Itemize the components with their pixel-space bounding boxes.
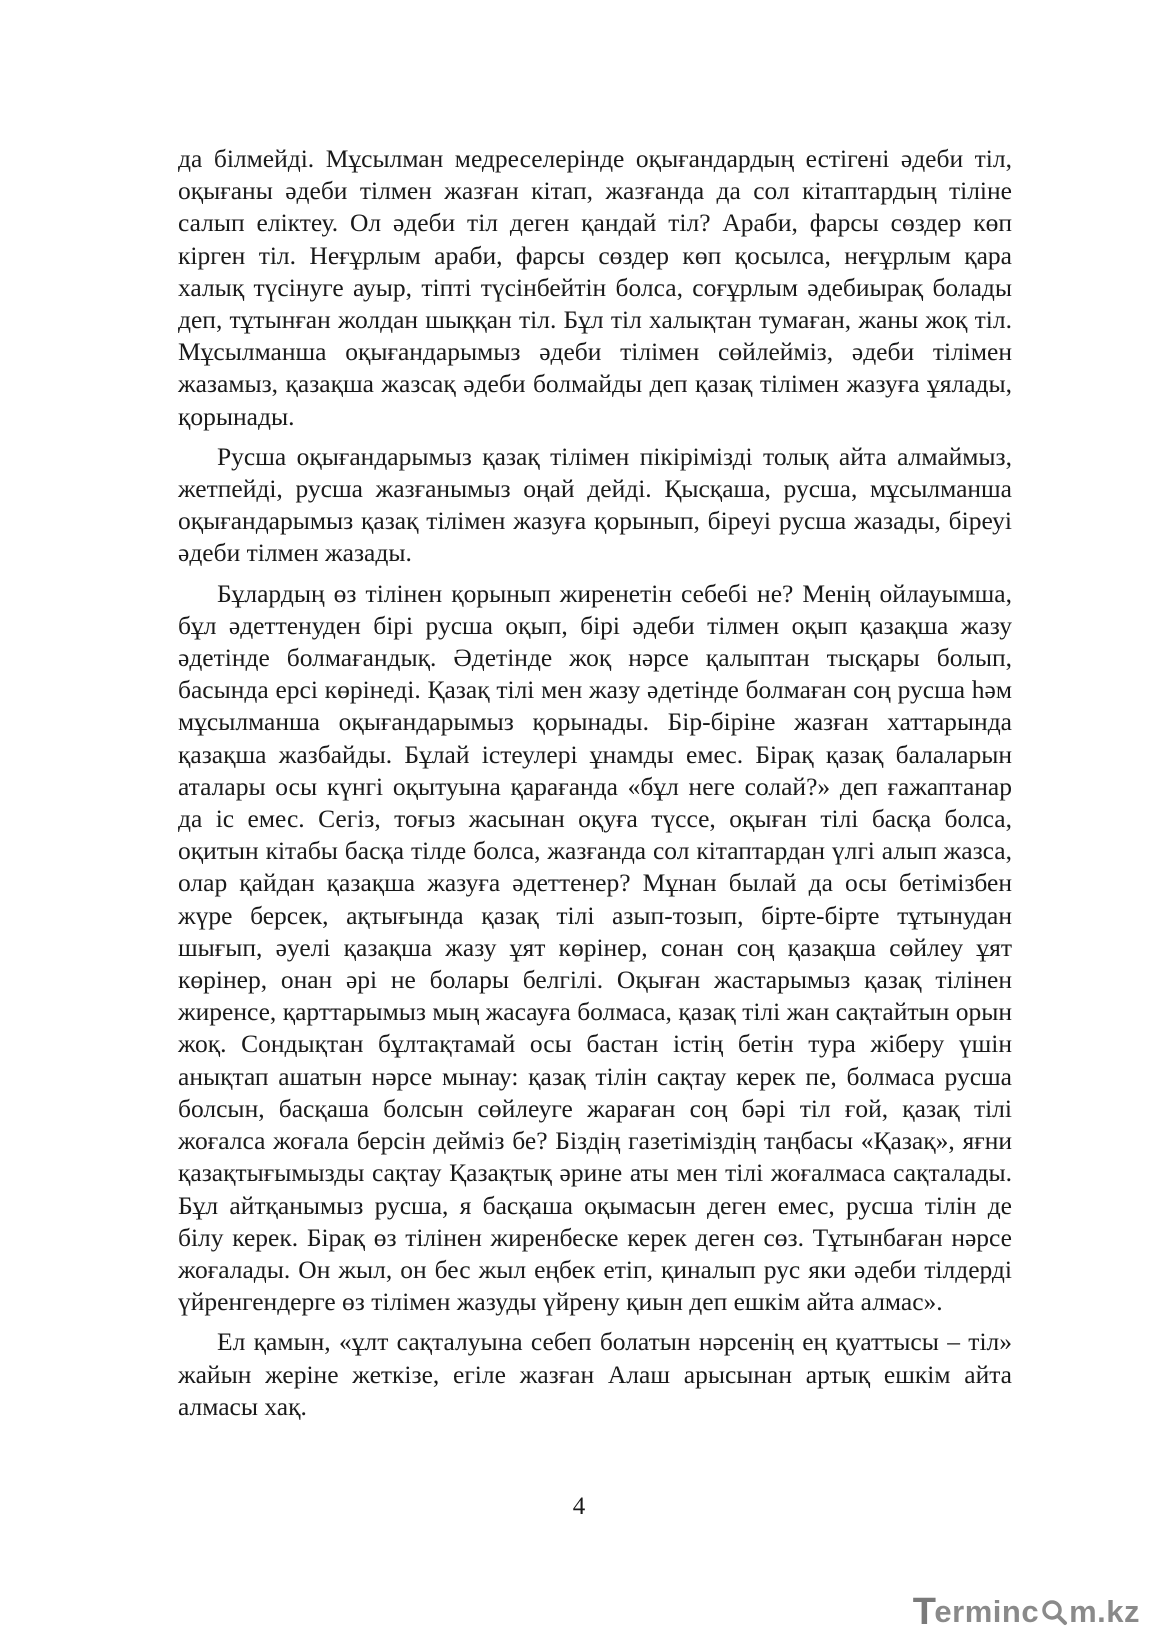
watermark-text-middle: erminc [934, 1594, 1040, 1629]
watermark-text-end: m.kz [1069, 1594, 1140, 1629]
paragraph-4: Ел қамын, «ұлт сақталуына себеп болатын нәрсенің ең қуаттысы – тіл» жайын жеріне жеткізе, егіле жазған Алаш арысынан артық ешкім айта алмасы хақ. [178, 1327, 1012, 1421]
termincom-watermark [913, 1592, 1140, 1632]
page-number: 4 [572, 1493, 586, 1520]
watermark-letter-t: T [912, 1590, 937, 1633]
paragraph-3: Бұлардың өз тілінен қорынып жиренетін себебі не? Менің ойлауымша, бұл әдеттенуден бірі русша оқып, бірі әдеби тілмен оқып қазақша жазу әдетінде болмағандық. Әдетінде жоқ нәрсе қалыптан тысқары болып, басында ерсі көрінеді. Қазақ тілі мен жазу әдетінде болмаған соң русша һәм мұсылманша оқығандарымыз қорынады. Бір-біріне жазған хаттарында қазақша жазбайды. Бұлай істеулері ұнамды емес. Бірақ қазақ балаларын аталары осы күнгі оқытуына қарағанда «бұл неге солай?» деп ғажаптанар да іс емес. Сегіз, тоғыз жасынан оқуға түссе, оқыған тілі басқа болса, оқитын кітабы басқа тілде болса, жазғанда сол кітаптардан үлгі алып жазса, олар қайдан қазақша жазуға әдеттенер? Мұнан былай да осы бетімізбен жүре берсек, ақтығында қазақ тілі азып-тозып, бірте-бірте тұтынудан шығып, әуелі қазақша жазу ұят көрінер, сонан соң қазақша сөйлеу ұят көрінер, онан әрі не болары белгілі. Оқыған жастарымыз қазақ тілінен жиренсе, қарттарымыз мың жасауға болмаса, қазақ тілі жан сақтайтын орын жоқ. Сондықтан бұлтақтамай осы бастан істің бетін тура жіберу үшін анықтап ашатын нәрсе мынау: қазақ тілін сақтау керек пе, болмаса русша болсын, басқаша болсын сөйлеуге жараған соң бәрі тіл ғой, қазақ тілі жоғалса жоғала берсін дейміз бе? Біздің газетіміздің таңбасы «Қазақ», яғни қазақтығымызды сақтау Қазақтық әрине аты мен тілі жоғалмаса сақталады. Бұл айтқанымыз русша, я басқаша оқымасын деген емес, русша тілін де білу керек. Бірақ өз тілінен жиренбеске керек деген сөз. Тұтынбаған нәрсе жоғалады. Он жыл, он бес жыл еңбек етіп, қиналып рус яки әдеби тілдерді үйренгендерге өз тілімен жазуды үйрену қиын деп ешкім айта алмас». [178, 578, 1012, 1317]
paragraph-1: да білмейді. Мұсылман медреселерінде оқығандардың естігені әдеби тіл, оқығаны әдеби тілмен жазған кітап, жазғанда да сол кітаптардың тіліне салып еліктеу. Ол әдеби тіл деген қандай тіл? Араби, фарсы сөздер көп кірген тіл. Неғұрлым араби, фарсы сөздер көп қосылса, неғұрлым қара халық түсінуге ауыр, тіпті түсінбейтін болса, соғұрлым әдебиырақ болады деп, тұтынған жолдан шыққан тіл. Бұл тіл халықтан тумаған, жаны жоқ тіл. Мұсылманша оқығандарымыз әдеби тілімен сөйлейміз, әдеби тілімен жазамыз, қазақша жазсақ әдеби болмайды деп қазақ тілімен жазуға ұялады, қорынады. [178, 144, 1012, 431]
magnifier-icon [1040, 1598, 1068, 1626]
paragraph-2: Русша оқығандарымыз қазақ тілімен пікірімізді толық айта алмаймыз, жетпейді, русша жазғанымыз оңай дейді. Қысқаша, русша, мұсылманша оқығандарымыз қазақ тілімен жазуға қорынып, біреуі русша жазады, біреуі әдеби тілмен жазады. [178, 441, 1012, 568]
page-body [178, 143, 1012, 1431]
